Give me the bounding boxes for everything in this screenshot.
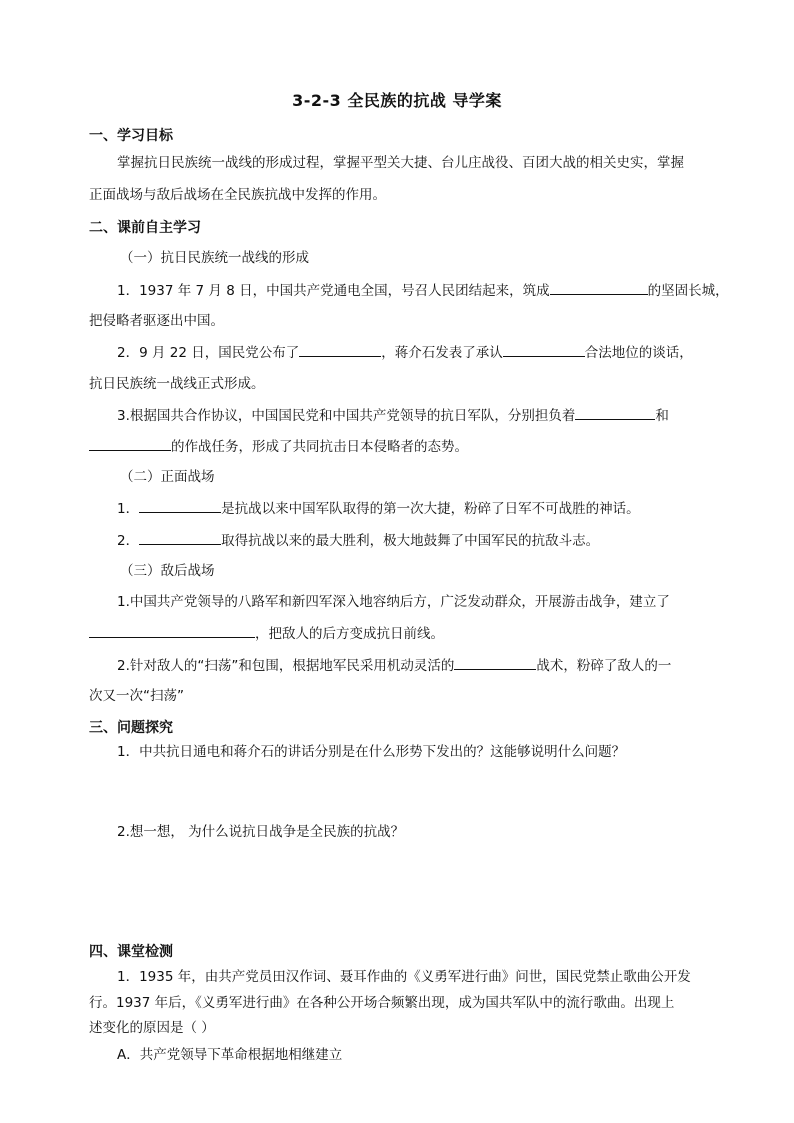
test-question-line-2: 行。1937 年后，《义勇军进行曲》在各种公开场合频繁出现，成为国共军队中的流行歌曲。出现上 xyxy=(89,995,675,1011)
answer-blank[interactable] xyxy=(139,530,221,545)
answer-blank[interactable] xyxy=(550,280,648,295)
question-text: ，把敌人的后方变成抗日前线。 xyxy=(255,626,444,642)
question-text: ，蒋介石发表了承认 xyxy=(381,345,503,361)
inquiry-question-2: 2.想一想， 为什么说抗日战争是全民族的抗战？ xyxy=(117,824,405,840)
question-3-line-1 xyxy=(117,405,669,426)
objectives-text-line-2: 正面战场与敌后战场在全民族抗战中发挥的作用。 xyxy=(89,187,386,203)
question-text: 1． xyxy=(117,501,140,517)
answer-blank[interactable] xyxy=(299,342,381,357)
question-6-line-1: 1.中国共产党领导的八路军和新四军深入地容纳后方，广泛发动群众，开展游击战争，建立了 xyxy=(117,594,670,610)
subsection-united-front: （一）抗日民族统一战线的形成 xyxy=(120,250,309,266)
question-text: 3.根据国共合作协议，中国国民党和中国共产党领导的抗日军队，分别担负着 xyxy=(117,408,576,424)
question-text: 的作战任务，形成了共同抗击日本侵略者的态势。 xyxy=(171,439,468,455)
section-heading-objectives: 一、学习目标 xyxy=(89,128,173,144)
answer-blank[interactable] xyxy=(89,623,255,638)
answer-blank[interactable] xyxy=(89,436,171,451)
section-heading-class-test: 四、课堂检测 xyxy=(89,944,173,960)
question-1-line-1 xyxy=(117,280,729,301)
question-text: 取得抗战以来的最大胜利，极大地鼓舞了中国军民的抗敌斗志。 xyxy=(221,533,600,549)
answer-blank[interactable] xyxy=(503,342,585,357)
question-1-line-2: 把侵略者驱逐出中国。 xyxy=(89,313,224,329)
question-3-line-2 xyxy=(89,436,468,457)
question-5 xyxy=(117,530,599,551)
question-7-line-1 xyxy=(117,655,671,676)
question-2-line-2: 抗日民族统一战线正式形成。 xyxy=(89,376,265,392)
section-heading-inquiry: 三、问题探究 xyxy=(89,720,173,736)
section-heading-self-study: 二、课前自主学习 xyxy=(89,220,201,236)
question-text: 是抗战以来中国军队取得的第一次大捷，粉碎了日军不可战胜的神话。 xyxy=(221,501,640,517)
test-question-line-3: 述变化的原因是（ ） xyxy=(89,1020,215,1036)
question-text: 和 xyxy=(655,408,669,424)
test-question-line-1: 1．1935 年，由共产党员田汉作词、聂耳作曲的《义勇军进行曲》问世，国民党禁止歌曲公开发 xyxy=(117,969,691,985)
question-text: 合法地位的谈话， xyxy=(584,345,693,361)
question-6-line-2 xyxy=(89,623,444,644)
question-text: 的坚固长城， xyxy=(647,283,729,299)
test-option-a[interactable]: A．共产党领导下革命根据地相继建立 xyxy=(117,1047,343,1063)
objectives-text-line-1: 掌握抗日民族统一战线的形成过程，掌握平型关大捷、台儿庄战役、百团大战的相关史实，掌握 xyxy=(117,155,684,171)
answer-blank[interactable] xyxy=(575,405,655,420)
question-text: 战术，粉碎了敌人的一 xyxy=(536,658,672,674)
subsection-frontal-battlefield: （二）正面战场 xyxy=(120,469,215,485)
answer-blank[interactable] xyxy=(139,498,221,513)
inquiry-question-1: 1．中共抗日通电和蒋介石的讲话分别是在什么形势下发出的？这能够说明什么问题？ xyxy=(117,744,626,760)
question-4 xyxy=(117,498,640,519)
answer-blank[interactable] xyxy=(454,655,536,670)
question-text: 1．1937 年 7 月 8 日，中国共产党通电全国，号召人民团结起来，筑成 xyxy=(117,283,550,299)
subsection-enemy-rear-battlefield: （三）敌后战场 xyxy=(120,563,215,579)
page-title: 3-2-3 全民族的抗战 导学案 xyxy=(292,91,502,110)
question-text: 2． xyxy=(117,533,140,549)
question-text: 2.针对敌人的“扫荡”和包围，根据地军民采用机动灵活的 xyxy=(117,658,455,674)
question-text: 2．9 月 22 日，国民党公布了 xyxy=(117,345,300,361)
question-2-line-1 xyxy=(117,342,693,363)
question-7-line-2: 次又一次“扫荡” xyxy=(89,688,184,704)
